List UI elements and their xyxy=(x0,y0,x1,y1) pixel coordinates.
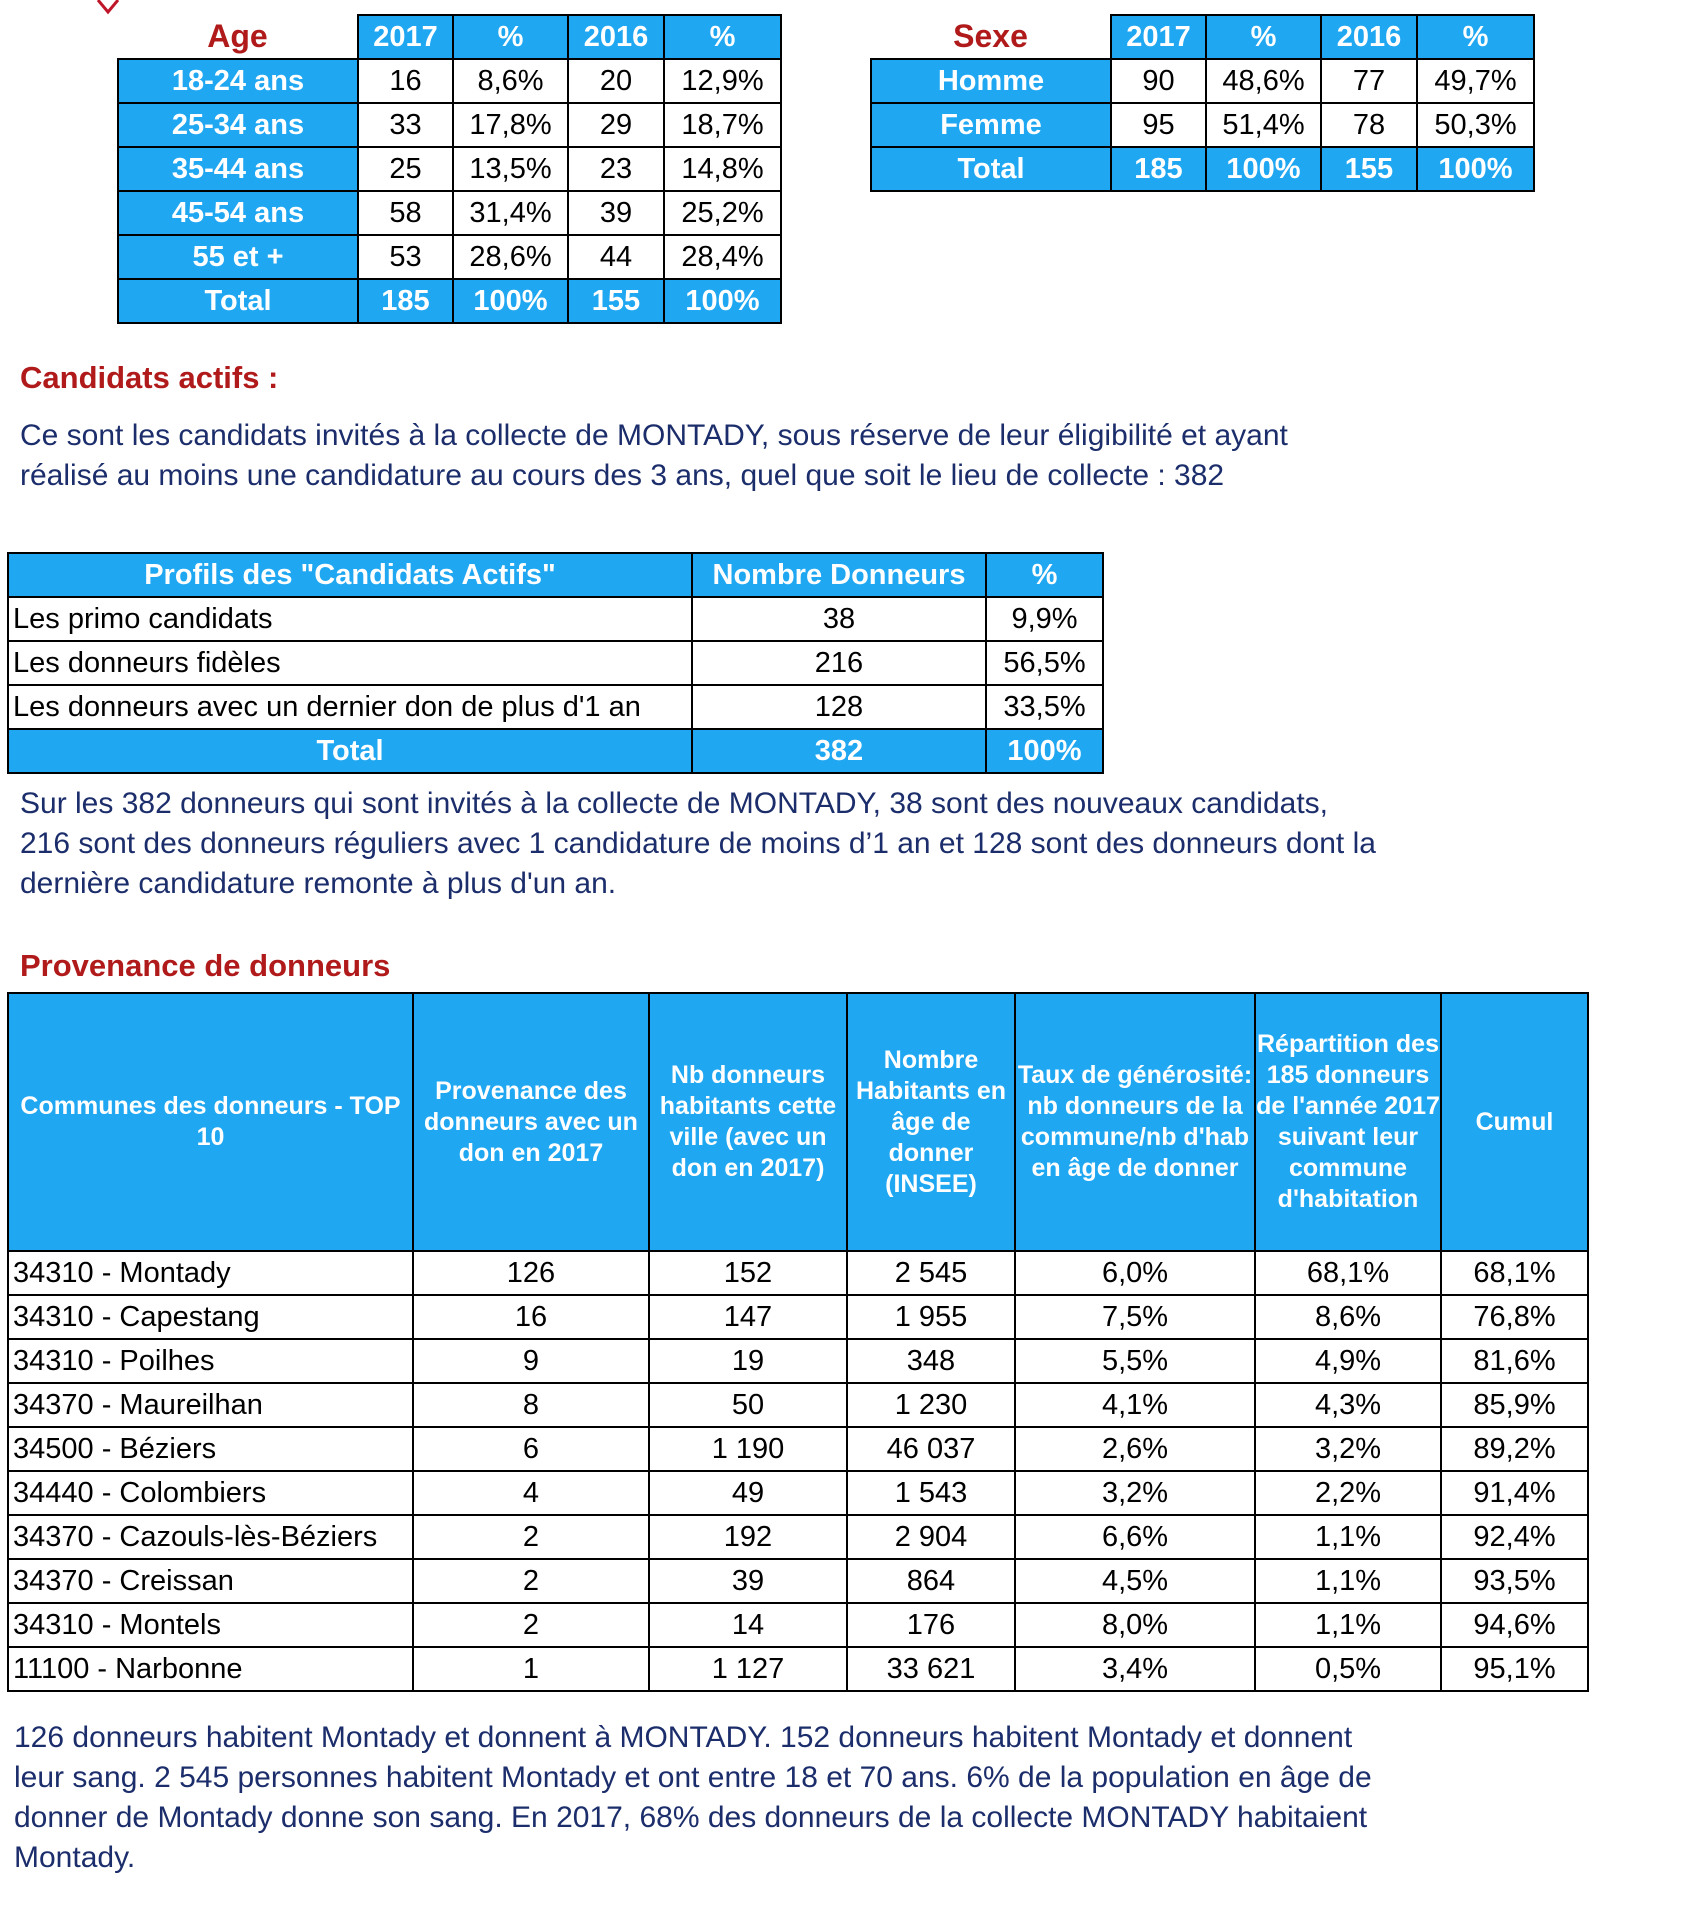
table-cell: 53 xyxy=(358,235,453,279)
table-cell: 25,2% xyxy=(664,191,781,235)
table-cell: 6 xyxy=(413,1427,649,1471)
table-cell: 2 xyxy=(413,1515,649,1559)
column-header: Profils des "Candidats Actifs" xyxy=(8,553,692,597)
row-label: 55 et + xyxy=(118,235,358,279)
table-cell: 4 xyxy=(413,1471,649,1515)
total-label: Total xyxy=(118,279,358,323)
table-cell: 49,7% xyxy=(1417,59,1534,103)
table-row xyxy=(118,147,781,191)
table-cell: 90 xyxy=(1111,59,1206,103)
table-row xyxy=(8,1559,1588,1603)
column-header: Provenance des donneurs avec un don en 2017 xyxy=(413,993,649,1251)
table-row xyxy=(8,1515,1588,1559)
age-table-header xyxy=(118,15,781,59)
table-cell: 147 xyxy=(649,1295,847,1339)
table-cell: 77 xyxy=(1321,59,1417,103)
table-cell: 28,4% xyxy=(664,235,781,279)
candidats-summary: Sur les 382 donneurs qui sont invités à la collecte de MONTADY, 38 sont des nouveaux candidats, 216 sont des donneurs réguliers avec 1 candidature de moins d’1 an et 128 sont des donneurs dont la dernière candidature remonte à plus d'un an. xyxy=(20,787,1376,900)
column-header: Nombre Habitants en âge de donner (INSEE) xyxy=(847,993,1015,1251)
table-row xyxy=(871,103,1534,147)
table-cell: 126 xyxy=(413,1251,649,1295)
row-label: 34310 - Montady xyxy=(8,1251,413,1295)
table-cell: 4,3% xyxy=(1255,1383,1441,1427)
table-cell: 6,0% xyxy=(1015,1251,1255,1295)
table-cell: 176 xyxy=(847,1603,1015,1647)
total-cell: 100% xyxy=(986,729,1103,773)
table-row xyxy=(8,1471,1588,1515)
table-row xyxy=(8,1603,1588,1647)
table-cell: 1,1% xyxy=(1255,1603,1441,1647)
table-cell: 152 xyxy=(649,1251,847,1295)
total-cell: 100% xyxy=(664,279,781,323)
table-row xyxy=(118,103,781,147)
column-header: % xyxy=(1206,15,1321,59)
candidats-table xyxy=(7,552,1104,774)
row-label: 18-24 ans xyxy=(118,59,358,103)
table-cell: 9 xyxy=(413,1339,649,1383)
column-header: % xyxy=(664,15,781,59)
table-cell: 38 xyxy=(692,597,986,641)
table-row xyxy=(8,1295,1588,1339)
table-cell: 8,6% xyxy=(453,59,568,103)
table-cell: 1 543 xyxy=(847,1471,1015,1515)
table-cell: 14,8% xyxy=(664,147,781,191)
section-title-candidats: Candidats actifs : xyxy=(20,360,279,395)
column-header: Taux de générosité: nb donneurs de la commune/nb d'hab en âge de donner xyxy=(1015,993,1255,1251)
table-cell: 58 xyxy=(358,191,453,235)
candidats-intro: Ce sont les candidats invités à la collecte de MONTADY, sous réserve de leur éligibilité et ayant réalisé au moins une candidature au cours des 3 ans, quel que soit le lieu de collecte : 382 xyxy=(20,419,1288,492)
total-cell: 100% xyxy=(453,279,568,323)
table-header xyxy=(8,553,1103,597)
table-cell: 1 190 xyxy=(649,1427,847,1471)
column-header: Communes des donneurs - TOP 10 xyxy=(8,993,413,1251)
table-cell: 51,4% xyxy=(1206,103,1321,147)
table-cell: 1,1% xyxy=(1255,1559,1441,1603)
row-label: Les donneurs avec un dernier don de plus d'1 an xyxy=(8,685,692,729)
row-label: 34310 - Capestang xyxy=(8,1295,413,1339)
table-cell: 16 xyxy=(358,59,453,103)
row-label: 34370 - Maureilhan xyxy=(8,1383,413,1427)
total-cell: 155 xyxy=(1321,147,1417,191)
table-header xyxy=(8,993,1588,1251)
section-title-provenance: Provenance de donneurs xyxy=(20,948,391,983)
table-cell: 81,6% xyxy=(1441,1339,1588,1383)
row-label: 45-54 ans xyxy=(118,191,358,235)
age-table xyxy=(117,14,782,324)
column-header: Nombre Donneurs xyxy=(692,553,986,597)
table-cell: 16 xyxy=(413,1295,649,1339)
column-header: 2017 xyxy=(1111,15,1206,59)
table-cell: 33 621 xyxy=(847,1647,1015,1691)
table-cell: 39 xyxy=(649,1559,847,1603)
table-cell: 89,2% xyxy=(1441,1427,1588,1471)
table-cell: 1,1% xyxy=(1255,1515,1441,1559)
table-cell: 2 xyxy=(413,1603,649,1647)
table-cell: 25 xyxy=(358,147,453,191)
age-header-label: Age xyxy=(118,15,358,59)
table-cell: 7,5% xyxy=(1015,1295,1255,1339)
table-cell: 20 xyxy=(568,59,664,103)
table-cell: 1 127 xyxy=(649,1647,847,1691)
row-label: 25-34 ans xyxy=(118,103,358,147)
total-cell: 185 xyxy=(1111,147,1206,191)
table-cell: 348 xyxy=(847,1339,1015,1383)
column-header: % xyxy=(1417,15,1534,59)
sexe-table-header xyxy=(871,15,1534,59)
table-cell: 6,6% xyxy=(1015,1515,1255,1559)
table-cell: 4,5% xyxy=(1015,1559,1255,1603)
table-cell: 78 xyxy=(1321,103,1417,147)
table-cell: 14 xyxy=(649,1603,847,1647)
table-row xyxy=(8,597,1103,641)
table-cell: 94,6% xyxy=(1441,1603,1588,1647)
table-cell: 8,6% xyxy=(1255,1295,1441,1339)
row-label: 34310 - Montels xyxy=(8,1603,413,1647)
table-cell: 128 xyxy=(692,685,986,729)
total-row xyxy=(118,279,781,323)
table-cell: 5,5% xyxy=(1015,1339,1255,1383)
table-cell: 18,7% xyxy=(664,103,781,147)
table-cell: 2 545 xyxy=(847,1251,1015,1295)
table-row xyxy=(118,235,781,279)
row-label: Les primo candidats xyxy=(8,597,692,641)
table-cell: 3,4% xyxy=(1015,1647,1255,1691)
column-header: 2016 xyxy=(568,15,664,59)
row-label: Femme xyxy=(871,103,1111,147)
table-row xyxy=(8,1339,1588,1383)
table-cell: 2 xyxy=(413,1559,649,1603)
table-row xyxy=(8,1647,1588,1691)
table-cell: 8,0% xyxy=(1015,1603,1255,1647)
table-cell: 13,5% xyxy=(453,147,568,191)
table-cell: 33 xyxy=(358,103,453,147)
row-label: 35-44 ans xyxy=(118,147,358,191)
total-cell: 100% xyxy=(1417,147,1534,191)
table-cell: 56,5% xyxy=(986,641,1103,685)
row-label: 34440 - Colombiers xyxy=(8,1471,413,1515)
table-cell: 68,1% xyxy=(1441,1251,1588,1295)
table-cell: 95 xyxy=(1111,103,1206,147)
sexe-header-label: Sexe xyxy=(871,15,1111,59)
table-cell: 95,1% xyxy=(1441,1647,1588,1691)
column-header: Cumul xyxy=(1441,993,1588,1251)
table-row xyxy=(8,1427,1588,1471)
table-cell: 23 xyxy=(568,147,664,191)
table-cell: 50 xyxy=(649,1383,847,1427)
column-header: 2016 xyxy=(1321,15,1417,59)
table-cell: 93,5% xyxy=(1441,1559,1588,1603)
table-cell: 2,2% xyxy=(1255,1471,1441,1515)
table-cell: 76,8% xyxy=(1441,1295,1588,1339)
table-cell: 3,2% xyxy=(1015,1471,1255,1515)
row-label: 34370 - Cazouls-lès-Béziers xyxy=(8,1515,413,1559)
table-row xyxy=(8,1251,1588,1295)
table-cell: 4,1% xyxy=(1015,1383,1255,1427)
table-row xyxy=(8,1383,1588,1427)
column-header: Répartition des 185 donneurs de l'année 2017 suivant leur commune d'habitation xyxy=(1255,993,1441,1251)
table-row xyxy=(8,641,1103,685)
table-cell: 1 955 xyxy=(847,1295,1015,1339)
table-cell: 50,3% xyxy=(1417,103,1534,147)
table-cell: 216 xyxy=(692,641,986,685)
table-cell: 31,4% xyxy=(453,191,568,235)
row-label: Les donneurs fidèles xyxy=(8,641,692,685)
row-label: 34500 - Béziers xyxy=(8,1427,413,1471)
table-cell: 68,1% xyxy=(1255,1251,1441,1295)
provenance-summary: 126 donneurs habitent Montady et donnent à MONTADY. 152 donneurs habitent Montady et donnent leur sang. 2 545 personnes habitent Montady et ont entre 18 et 70 ans. 6% de la population en âge de donner de Montady donne son sang. En 2017, 68% des donneurs de la collecte MONTADY habitaient Montady. xyxy=(14,1721,1372,1874)
total-row xyxy=(8,729,1103,773)
table-cell: 92,4% xyxy=(1441,1515,1588,1559)
table-cell: 17,8% xyxy=(453,103,568,147)
table-cell: 3,2% xyxy=(1255,1427,1441,1471)
table-cell: 2 904 xyxy=(847,1515,1015,1559)
table-cell: 4,9% xyxy=(1255,1339,1441,1383)
table-cell: 0,5% xyxy=(1255,1647,1441,1691)
sexe-table xyxy=(870,14,1535,192)
table-row xyxy=(8,685,1103,729)
table-cell: 2,6% xyxy=(1015,1427,1255,1471)
table-cell: 91,4% xyxy=(1441,1471,1588,1515)
table-cell: 29 xyxy=(568,103,664,147)
row-label: 11100 - Narbonne xyxy=(8,1647,413,1691)
column-header: Nb donneurs habitants cette ville (avec un don en 2017) xyxy=(649,993,847,1251)
total-cell: 185 xyxy=(358,279,453,323)
table-cell: 1 230 xyxy=(847,1383,1015,1427)
table-cell: 864 xyxy=(847,1559,1015,1603)
table-cell: 48,6% xyxy=(1206,59,1321,103)
total-label: Total xyxy=(8,729,692,773)
total-cell: 100% xyxy=(1206,147,1321,191)
row-label: 34370 - Creissan xyxy=(8,1559,413,1603)
provenance-table xyxy=(7,992,1589,1692)
column-header: 2017 xyxy=(358,15,453,59)
total-cell: 155 xyxy=(568,279,664,323)
total-label: Total xyxy=(871,147,1111,191)
table-cell: 39 xyxy=(568,191,664,235)
table-cell: 8 xyxy=(413,1383,649,1427)
table-cell: 1 xyxy=(413,1647,649,1691)
table-cell: 19 xyxy=(649,1339,847,1383)
table-cell: 85,9% xyxy=(1441,1383,1588,1427)
table-cell: 192 xyxy=(649,1515,847,1559)
row-label: Homme xyxy=(871,59,1111,103)
total-cell: 382 xyxy=(692,729,986,773)
table-cell: 9,9% xyxy=(986,597,1103,641)
table-cell: 49 xyxy=(649,1471,847,1515)
table-row xyxy=(118,59,781,103)
table-row xyxy=(118,191,781,235)
table-cell: 44 xyxy=(568,235,664,279)
column-header: % xyxy=(453,15,568,59)
table-cell: 46 037 xyxy=(847,1427,1015,1471)
row-label: 34310 - Poilhes xyxy=(8,1339,413,1383)
table-row xyxy=(871,59,1534,103)
table-cell: 28,6% xyxy=(453,235,568,279)
total-row xyxy=(871,147,1534,191)
table-cell: 12,9% xyxy=(664,59,781,103)
column-header: % xyxy=(986,553,1103,597)
table-cell: 33,5% xyxy=(986,685,1103,729)
